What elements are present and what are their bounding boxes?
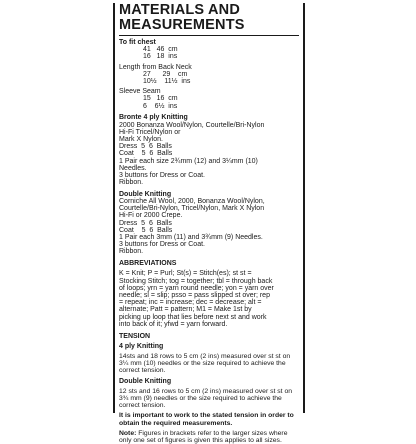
- bronte-coat-balls: Coat 5 6 Balls: [119, 150, 173, 158]
- double-coat-balls: Coat 5 6 Balls: [119, 226, 173, 234]
- length-row-cm: 27 29 cm: [143, 70, 188, 78]
- sleeve-row-ins: 6 6½ ins: [143, 102, 178, 110]
- bronte-line: Mark X Nylon.: [119, 135, 163, 143]
- double-line: Corniche All Wool, 2000, Bonanza Wool/Nylon,: [119, 198, 265, 206]
- tension-4ply-heading: 4 ply Knitting: [119, 342, 164, 350]
- double-dress-balls: Dress 5 6 Balls: [119, 219, 172, 227]
- title-line-2: MEASUREMENTS: [119, 17, 245, 33]
- abbrev-line: = repeat; inc = increase; dec = decrease; alt =: [119, 299, 262, 307]
- length-row-ins: 10½ 11½ ins: [143, 78, 191, 86]
- note-label: Note:: [119, 429, 137, 437]
- fit-row-cm: 41 46 cm: [143, 46, 178, 54]
- bronte-ribbon: Ribbon.: [119, 179, 144, 187]
- abbrev-line: needle; sl = slip; psso = pass slipped st over; rep: [119, 292, 270, 299]
- abbrev-line: into back of it; yfwd = yarn forward.: [119, 320, 228, 328]
- abbrev-line: of loops; yrn = yarn round needle; yon = yarn over: [119, 284, 274, 292]
- fit-row-ins: 16 18 ins: [143, 53, 178, 61]
- abbrev-line: Stocking Stitch; tog = together; tbl = through back: [119, 277, 273, 285]
- bronte-line: Needles.: [119, 164, 147, 172]
- abbrev-line: K = Knit; P = Purl; St(s) = Stitch(es); st st =: [119, 270, 252, 278]
- sleeve-row-cm: 15 16 cm: [143, 95, 178, 103]
- note-text: Figures in brackets refer to the larger sizes where only one set of figures is given this applies to all sizes.: [119, 429, 288, 444]
- double-ribbon: Ribbon.: [119, 248, 144, 256]
- tension-double-text: 12 sts and 16 rows to 5 cm (2 ins) measured over st st on 3¾ mm (9) needles or the size required to achieve the correct tension.: [119, 387, 293, 410]
- tension-heading: TENSION: [119, 332, 151, 340]
- bronte-line: Hi-Fi Tricel/Nylon or: [119, 128, 181, 136]
- right-rule: [303, 3, 305, 413]
- double-buttons: 3 buttons for Dress or Coat.: [119, 241, 205, 249]
- materials-column: [113, 2, 305, 444]
- tension-important-note: It is important to work to the stated tension in order to obtain the required measurements.: [119, 412, 294, 427]
- column-content: [119, 3, 299, 444]
- double-needles: 1 Pair each 3mm (11) and 3¾mm (9) Needles.: [119, 234, 263, 242]
- title-divider: [119, 35, 299, 36]
- bronte-line: 2000 Bonanza Wool/Nylon, Courtelle/Bri-Nylon: [119, 121, 265, 129]
- sizes-note: [119, 430, 299, 444]
- double-heading: Double Knitting: [119, 190, 172, 198]
- length-heading: Length from Back Neck: [119, 63, 192, 71]
- double-line: Hi-Fi or 2000 Crepe.: [119, 212, 183, 220]
- abbrev-heading: ABBREVIATIONS: [119, 260, 177, 268]
- bronte-heading: Bronte 4 ply Knitting: [119, 114, 188, 122]
- tension-4ply-text: 14sts and 18 rows to 5 cm (2 ins) measured over st st on 3¼ mm (10) needles or the size required to achieve the correct tension.: [119, 352, 291, 375]
- bronte-dress-balls: Dress 5 6 Balls: [119, 143, 172, 151]
- title-line-1: MATERIALS AND: [119, 2, 241, 18]
- bronte-buttons: 3 buttons for Dress or Coat.: [119, 171, 205, 179]
- double-line: Courtelle/Bri-Nylon, Tricel/Nylon, Mark X Nylon: [119, 205, 265, 213]
- abbrev-line: picking up loop that lies before next st and work: [119, 313, 267, 321]
- bronte-needles: 1 Pair each size 2¾mm (12) and 3¼mm (10): [119, 157, 258, 165]
- tension-double-heading: Double Knitting: [119, 377, 172, 385]
- abbrev-line: alternate; Patt = pattern; M1 = Make 1st by: [119, 306, 252, 314]
- sleeve-heading: Sleeve Seam: [119, 88, 161, 96]
- left-rule: [113, 3, 115, 413]
- fit-heading: To fit chest: [119, 39, 156, 46]
